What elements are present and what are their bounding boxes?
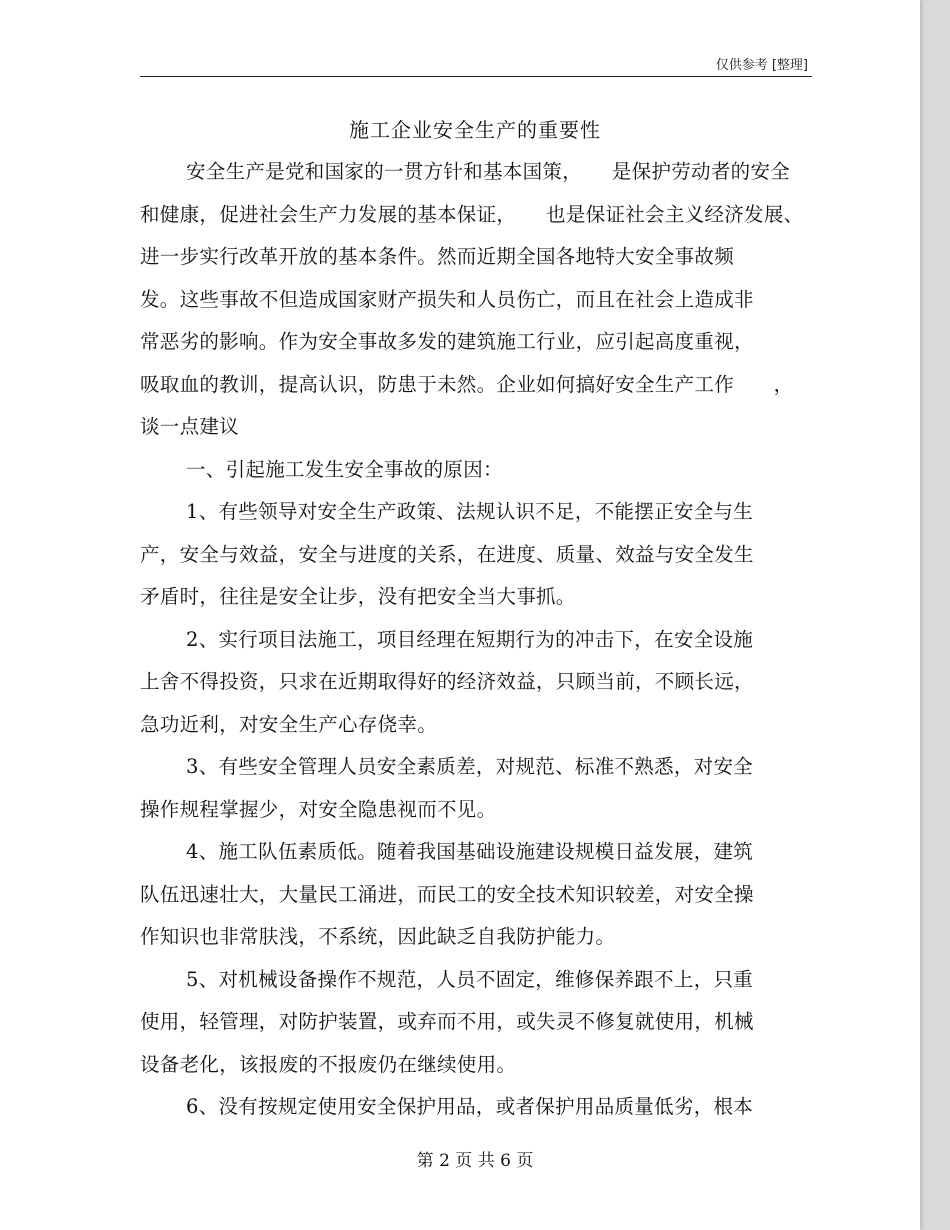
page-footer: 第 2 页 共 6 页	[416, 1151, 534, 1171]
paragraph-line: 5、对机械设备操作不规范，人员不固定，维修保养跟不上，只重	[186, 967, 754, 991]
paragraph-line: 1、有些领导对安全生产政策、法规认识不足，不能摆正安全与生	[186, 500, 754, 523]
paragraph-line: 作知识也非常肤浅，不系统，因此缺乏自我防护能力。	[140, 925, 616, 948]
paragraph-line: 发。这些事故不但造成国家财产损失和人员伤亡，而且在社会上造成非	[140, 287, 754, 311]
paragraph-line: 常恶劣的影响。作为安全事故多发的建筑施工行业，应引起高度重视，	[140, 330, 754, 353]
section-heading: 一、引起施工发生安全事故的原因：	[186, 457, 503, 481]
paragraph-line: 2、实行项目法施工，项目经理在短期行为的冲击下，在安全设施	[186, 627, 754, 651]
body-text	[140, 151, 812, 1129]
paragraph-line: 安全生产是党和国家的一贯方针和基本国策， 是保护劳动者的安全	[186, 160, 791, 183]
paragraph-line: 谈一点建议	[140, 415, 240, 438]
paragraph-line: 进一步实行改革开放的基本条件。然而近期全国各地特大安全事故频	[140, 245, 735, 268]
paragraph-line: 吸取血的教训，提高认识，防患于未然。企业如何搞好安全生产工作 ，	[140, 372, 794, 396]
paragraph-line: 3、有些安全管理人员安全素质差，对规范、标准不熟悉，对安全	[186, 755, 754, 778]
paragraph-line: 设备老化，该报废的不报废仍在继续使用。	[140, 1052, 517, 1076]
document-title: 施工企业安全生产的重要性	[349, 118, 601, 142]
paragraph-line: 上舍不得投资，只求在近期取得好的经济效益，只顾当前，不顾长远，	[140, 670, 754, 693]
paragraph-line: 使用，轻管理，对防护装置，或弃而不用，或失灵不修复就使用，机械	[140, 1010, 754, 1033]
header-note: 仅供参考 [整理]	[715, 58, 808, 73]
paragraph-line: 6、没有按规定使用安全保护用品，或者保护用品质量低劣，根本	[186, 1095, 754, 1118]
paragraph-line: 产，安全与效益，安全与进度的关系，在进度、质量、效益与安全发生	[140, 542, 754, 566]
paragraph-line: 队伍迅速壮大，大量民工涌进，而民工的安全技术知识较差，对安全操	[140, 882, 754, 906]
header-rule	[140, 76, 812, 77]
paragraph-line: 4、施工队伍素质低。随着我国基础设施建设规模日益发展，建筑	[186, 840, 754, 863]
paragraph-line: 操作规程掌握少，对安全隐患视而不见。	[140, 797, 497, 821]
paragraph-line: 矛盾时，往往是安全让步，没有把安全当大事抓。	[140, 585, 576, 608]
paragraph-line: 急功近利，对安全生产心存侥幸。	[140, 712, 438, 736]
paragraph-line: 和健康，促进社会生产力发展的基本保证， 也是保证社会主义经济发展、	[140, 202, 804, 226]
